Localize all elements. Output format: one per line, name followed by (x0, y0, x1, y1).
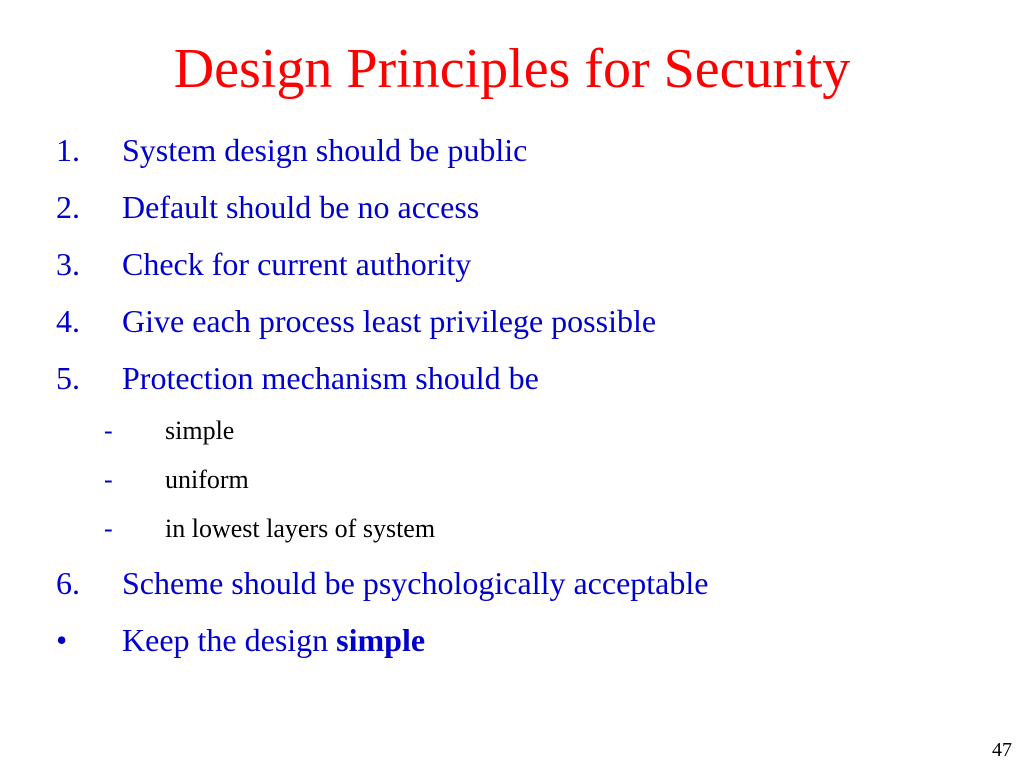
list-marker: 1. (56, 132, 80, 168)
list-item-text: Check for current authority (122, 246, 472, 282)
list-item-text: Default should be no access (122, 189, 480, 225)
list-item-text: Protection mechanism should be (122, 360, 539, 396)
sub-list-marker: - (104, 465, 113, 494)
sub-list-item-text: simple (165, 416, 235, 445)
sub-list-item-text: in lowest layers of system (165, 514, 436, 543)
list-marker: 2. (56, 189, 80, 225)
list-marker: 5. (56, 360, 80, 396)
list-marker: 6. (56, 565, 80, 601)
list-item-text: System design should be public (122, 132, 528, 168)
sub-list-marker: - (104, 416, 113, 445)
list-item-text-plain: Keep the design (122, 622, 337, 658)
slide-title: Design Principles for Security (173, 38, 851, 100)
sub-list-item-text: uniform (165, 465, 249, 494)
list-marker: 3. (56, 246, 80, 282)
list-item-text-emphasis: simple (336, 622, 426, 658)
list-item-text: Give each process least privilege possible (122, 303, 657, 339)
page-number: 47 (992, 739, 1012, 761)
list-item-text: Scheme should be psychologically acceptable (122, 565, 709, 601)
bullet-dot-icon: • (56, 622, 68, 658)
list-marker: 4. (56, 303, 80, 339)
list-item-text (122, 620, 425, 660)
sub-list-marker: - (104, 514, 113, 543)
